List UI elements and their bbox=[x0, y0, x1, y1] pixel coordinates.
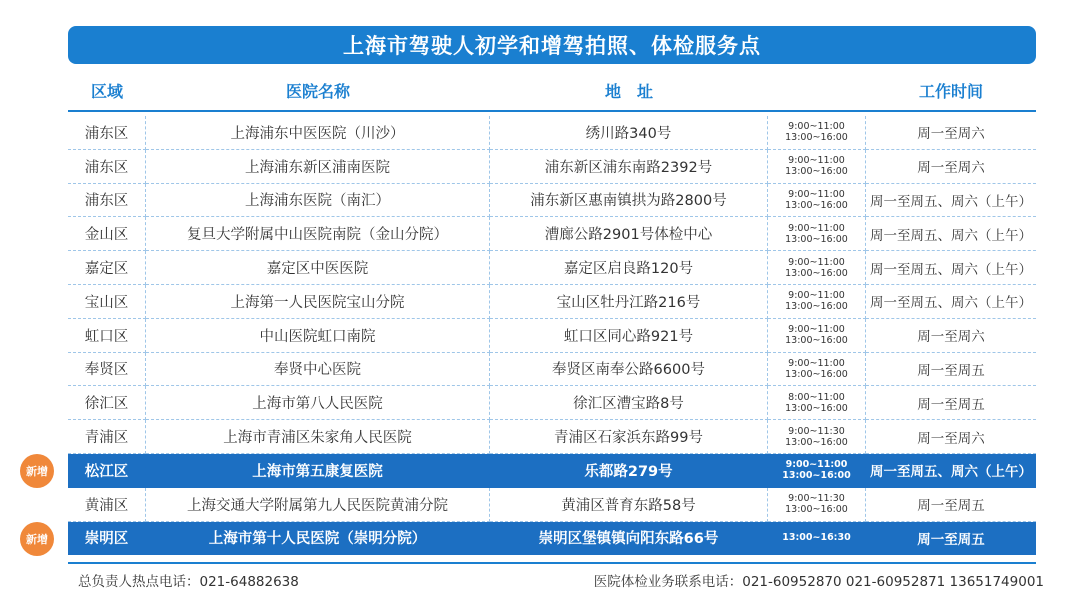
hours-afternoon: 13:00~16:00 bbox=[785, 199, 848, 211]
hours-morning: 9:00~11:00 bbox=[788, 155, 845, 167]
hours-afternoon: 13:00~16:00 bbox=[782, 470, 851, 482]
footer-contact: 医院体检业务联系电话：021-60952870 021-60952871 13651749001 bbox=[593, 574, 1044, 590]
hospital-name-cell: 上海浦东新区浦南医院 bbox=[146, 150, 490, 184]
hospital-name-cell: 中山医院虹口南院 bbox=[146, 319, 490, 353]
hours-afternoon: 13:00~16:00 bbox=[785, 402, 848, 414]
hours-cell bbox=[768, 251, 866, 285]
work-days-cell: 周一至周六 bbox=[866, 116, 1036, 150]
hours-afternoon: 13:00~16:00 bbox=[785, 132, 848, 144]
hours-morning: 9:00~11:00 bbox=[788, 121, 845, 133]
hours-morning: 9:00~11:00 bbox=[788, 324, 845, 336]
work-days-cell: 周一至周五、周六（上午） bbox=[866, 184, 1036, 218]
hours-morning: 9:00~11:00 bbox=[788, 357, 845, 369]
footer-hotline: 总负责人热点电话：021-64882638 bbox=[78, 574, 299, 590]
hospital-name-cell: 上海交通大学附属第九人民医院黄浦分院 bbox=[146, 488, 490, 522]
hours-morning: 8:00~11:00 bbox=[788, 391, 845, 403]
work-days-cell: 周一至周五、周六（上午） bbox=[866, 217, 1036, 251]
address-cell: 宝山区牡丹江路216号 bbox=[490, 285, 768, 319]
address-cell: 乐都路279号 bbox=[490, 454, 768, 488]
hours-cell bbox=[768, 184, 866, 218]
table-row bbox=[68, 251, 1036, 285]
hours-morning: 9:00~11:00 bbox=[785, 459, 848, 471]
address-cell: 绣川路340号 bbox=[490, 116, 768, 150]
hospital-name-cell: 上海市第八人民医院 bbox=[146, 386, 490, 420]
region-cell: 崇明区 bbox=[68, 522, 146, 556]
hours-morning: 9:00~11:00 bbox=[788, 256, 845, 268]
hospital-name-cell: 上海第一人民医院宝山分院 bbox=[146, 285, 490, 319]
work-days-cell: 周一至周五、周六（上午） bbox=[866, 285, 1036, 319]
header-name: 医院名称 bbox=[285, 81, 350, 101]
hours-afternoon: 13:00~16:00 bbox=[785, 504, 848, 516]
work-days-cell: 周一至周五、周六（上午） bbox=[866, 251, 1036, 285]
table-row bbox=[68, 454, 1036, 488]
table-header bbox=[68, 70, 1036, 112]
address-cell: 奉贤区南奉公路6600号 bbox=[490, 353, 768, 387]
hours-cell bbox=[768, 488, 866, 522]
region-cell: 嘉定区 bbox=[68, 251, 146, 285]
work-days-cell: 周一至周五 bbox=[866, 522, 1036, 556]
hours-afternoon: 13:00~16:00 bbox=[785, 335, 848, 347]
header-hours: 工作时间 bbox=[918, 81, 983, 101]
address-cell: 青浦区石家浜东路99号 bbox=[490, 420, 768, 454]
hours-cell bbox=[768, 319, 866, 353]
hours-cell bbox=[768, 386, 866, 420]
region-cell: 黄浦区 bbox=[68, 488, 146, 522]
region-cell: 青浦区 bbox=[68, 420, 146, 454]
address-cell: 浦东新区惠南镇拱为路2800号 bbox=[490, 184, 768, 218]
hours-afternoon: 13:00~16:00 bbox=[785, 233, 848, 245]
hours-cell bbox=[768, 420, 866, 454]
region-cell: 浦东区 bbox=[68, 184, 146, 218]
hours-morning: 9:00~11:00 bbox=[788, 222, 845, 234]
table-row bbox=[68, 150, 1036, 184]
region-cell: 浦东区 bbox=[68, 150, 146, 184]
hours-cell bbox=[768, 285, 866, 319]
region-cell: 宝山区 bbox=[68, 285, 146, 319]
hours-afternoon: 13:00~16:00 bbox=[785, 267, 848, 279]
hours-morning: 9:00~11:30 bbox=[788, 493, 845, 505]
address-cell: 漕廊公路2901号体检中心 bbox=[490, 217, 768, 251]
hours-morning: 13:00~16:30 bbox=[782, 532, 851, 544]
work-days-cell: 周一至周六 bbox=[866, 319, 1036, 353]
address-cell: 徐汇区漕宝路8号 bbox=[490, 386, 768, 420]
table-row bbox=[68, 116, 1036, 150]
header-address: 地 址 bbox=[604, 81, 653, 101]
address-cell: 虹口区同心路921号 bbox=[490, 319, 768, 353]
hours-cell bbox=[768, 217, 866, 251]
region-cell: 松江区 bbox=[68, 454, 146, 488]
hospital-name-cell: 奉贤中心医院 bbox=[146, 353, 490, 387]
hospital-name-cell: 复旦大学附属中山医院南院（金山分院） bbox=[146, 217, 490, 251]
region-cell: 徐汇区 bbox=[68, 386, 146, 420]
table-row bbox=[68, 522, 1036, 556]
hospital-name-cell: 上海浦东中医医院（川沙） bbox=[146, 116, 490, 150]
hospital-name-cell: 嘉定区中医医院 bbox=[146, 251, 490, 285]
work-days-cell: 周一至周五 bbox=[866, 386, 1036, 420]
address-cell: 浦东新区浦东南路2392号 bbox=[490, 150, 768, 184]
header-region: 区域 bbox=[90, 81, 123, 101]
work-days-cell: 周一至周五、周六（上午） bbox=[866, 454, 1036, 488]
table-row bbox=[68, 217, 1036, 251]
table-row bbox=[68, 319, 1036, 353]
page-title: 上海市驾驶人初学和增驾拍照、体检服务点 bbox=[68, 26, 1036, 64]
address-cell: 崇明区堡镇镇向阳东路66号 bbox=[490, 522, 768, 556]
table-row bbox=[68, 285, 1036, 319]
work-days-cell: 周一至周五 bbox=[866, 488, 1036, 522]
table-row bbox=[68, 353, 1036, 387]
hours-morning: 9:00~11:00 bbox=[788, 290, 845, 302]
work-days-cell: 周一至周六 bbox=[866, 150, 1036, 184]
new-badge: 新增 bbox=[20, 522, 54, 556]
hours-afternoon: 13:00~16:00 bbox=[785, 166, 848, 178]
hours-cell bbox=[768, 116, 866, 150]
table-row bbox=[68, 184, 1036, 218]
hours-cell bbox=[768, 522, 866, 556]
hospital-name-cell: 上海浦东医院（南汇） bbox=[146, 184, 490, 218]
hours-morning: 9:00~11:00 bbox=[788, 188, 845, 200]
table-row bbox=[68, 386, 1036, 420]
footer-divider bbox=[68, 562, 1036, 564]
hours-cell bbox=[768, 150, 866, 184]
region-cell: 奉贤区 bbox=[68, 353, 146, 387]
address-cell: 嘉定区启良路120号 bbox=[490, 251, 768, 285]
hospital-name-cell: 上海市青浦区朱家角人民医院 bbox=[146, 420, 490, 454]
region-cell: 浦东区 bbox=[68, 116, 146, 150]
hours-morning: 9:00~11:30 bbox=[788, 425, 845, 437]
hours-cell bbox=[768, 454, 866, 488]
hours-afternoon: 13:00~16:00 bbox=[785, 436, 848, 448]
service-table bbox=[68, 116, 1036, 555]
hours-cell bbox=[768, 353, 866, 387]
hours-afternoon: 13:00~16:00 bbox=[785, 368, 848, 380]
new-badge: 新增 bbox=[20, 454, 54, 488]
address-cell: 黄浦区普育东路58号 bbox=[490, 488, 768, 522]
region-cell: 金山区 bbox=[68, 217, 146, 251]
work-days-cell: 周一至周六 bbox=[866, 420, 1036, 454]
hospital-name-cell: 上海市第十人民医院（崇明分院） bbox=[146, 522, 490, 556]
table-row bbox=[68, 488, 1036, 522]
hospital-name-cell: 上海市第五康复医院 bbox=[146, 454, 490, 488]
work-days-cell: 周一至周五 bbox=[866, 353, 1036, 387]
table-row bbox=[68, 420, 1036, 454]
region-cell: 虹口区 bbox=[68, 319, 146, 353]
hours-afternoon: 13:00~16:00 bbox=[785, 301, 848, 313]
